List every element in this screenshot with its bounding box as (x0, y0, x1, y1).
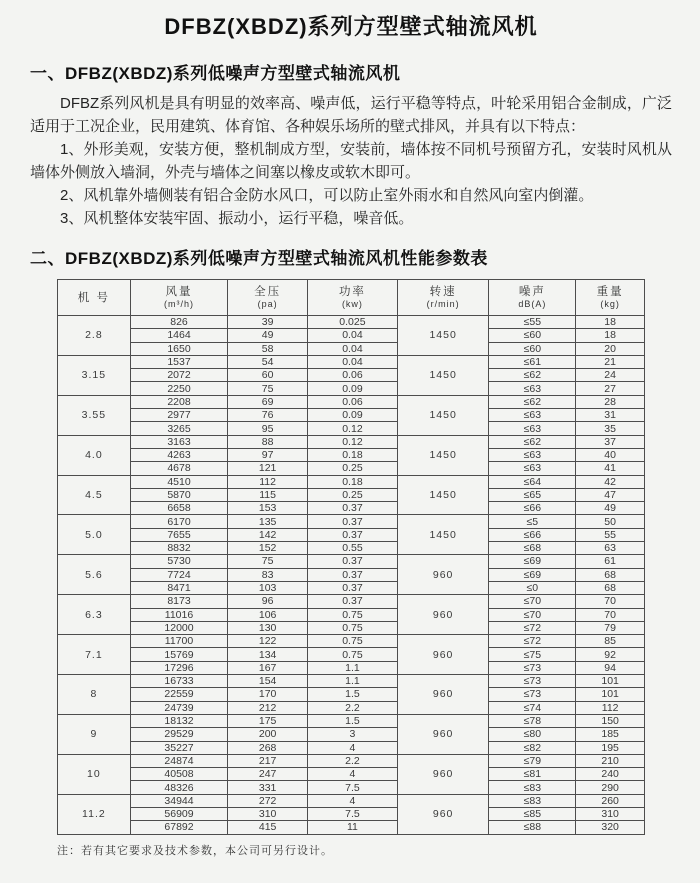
weight-cell: 195 (576, 741, 645, 754)
section2-heading: 二、DFBZ(XBDZ)系列低噪声方型壁式轴流风机性能参数表 (30, 249, 488, 268)
model-cell: 5.6 (58, 555, 131, 595)
speed-cell: 1450 (397, 435, 489, 475)
power-cell: 0.55 (308, 542, 398, 555)
speed-cell: 960 (397, 555, 489, 595)
feature-point-1: 1、外形美观，安装方便，整机制成方型，安装前，墙体按不同机号预留方孔，安装时风机从墙体外侧放入墙洞，外壳与墙体之间塞以橡皮或软木即可。 (30, 141, 672, 181)
weight-cell: 47 (576, 488, 645, 501)
intro-paragraph: DFBZ系列风机是具有明显的效率高、噪声低，运行平稳等特点，叶轮采用铝合金制成，广泛适用于工况企业，民用建筑、体育馆、各种娱乐场所的壁式排风，并具有以下特点： (30, 95, 672, 135)
power-cell: 0.12 (308, 435, 398, 448)
column-header-4: 转速 (r/min) (397, 280, 489, 316)
model-cell: 4.0 (58, 435, 131, 475)
pressure-cell: 75 (228, 555, 308, 568)
weight-cell: 28 (576, 395, 645, 408)
power-cell: 0.18 (308, 448, 398, 461)
table-row (58, 422, 645, 435)
noise-cell: ≤60 (489, 329, 576, 342)
weight-cell: 185 (576, 728, 645, 741)
weight-cell: 68 (576, 581, 645, 594)
table-row (58, 409, 645, 422)
flow-cell: 11700 (130, 635, 227, 648)
model-cell: 2.8 (58, 316, 131, 356)
noise-cell: ≤63 (489, 382, 576, 395)
speed-cell: 1450 (397, 316, 489, 356)
power-cell: 7.5 (308, 781, 398, 794)
noise-cell: ≤62 (489, 435, 576, 448)
flow-cell: 6170 (130, 515, 227, 528)
weight-cell: 68 (576, 568, 645, 581)
noise-cell: ≤62 (489, 369, 576, 382)
power-cell: 0.75 (308, 621, 398, 634)
noise-cell: ≤63 (489, 462, 576, 475)
pressure-cell: 415 (228, 821, 308, 834)
pressure-cell: 247 (228, 768, 308, 781)
pressure-cell: 217 (228, 754, 308, 767)
weight-cell: 63 (576, 542, 645, 555)
column-header-6: 重量 (kg) (576, 280, 645, 316)
flow-cell: 34944 (130, 794, 227, 807)
flow-cell: 7724 (130, 568, 227, 581)
weight-cell: 41 (576, 462, 645, 475)
pressure-cell: 268 (228, 741, 308, 754)
pressure-cell: 115 (228, 488, 308, 501)
model-cell: 6.3 (58, 595, 131, 635)
table-header (58, 280, 645, 316)
pressure-cell: 96 (228, 595, 308, 608)
model-cell: 3.15 (58, 355, 131, 395)
weight-cell: 320 (576, 821, 645, 834)
power-cell: 0.37 (308, 502, 398, 515)
power-cell: 0.37 (308, 595, 398, 608)
weight-cell: 70 (576, 595, 645, 608)
flow-cell: 3163 (130, 435, 227, 448)
flow-cell: 4678 (130, 462, 227, 475)
flow-cell: 8173 (130, 595, 227, 608)
speed-cell: 960 (397, 595, 489, 635)
table-row (58, 714, 645, 727)
flow-cell: 35227 (130, 741, 227, 754)
table-row (58, 395, 645, 408)
power-cell: 0.75 (308, 608, 398, 621)
flow-cell: 29529 (130, 728, 227, 741)
noise-cell: ≤70 (489, 608, 576, 621)
noise-cell: ≤74 (489, 701, 576, 714)
column-header-0: 机 号 (58, 280, 131, 316)
model-cell: 8 (58, 675, 131, 715)
table-row (58, 542, 645, 555)
weight-cell: 112 (576, 701, 645, 714)
table-row (58, 555, 645, 568)
table-row (58, 329, 645, 342)
feature-point-2: 2、风机靠外墙侧装有铝合金防水风口，可以防止室外雨水和自然风向室内倒灌。 (60, 187, 594, 204)
weight-cell: 310 (576, 807, 645, 820)
noise-cell: ≤82 (489, 741, 576, 754)
pressure-cell: 49 (228, 329, 308, 342)
table-row (58, 648, 645, 661)
noise-cell: ≤88 (489, 821, 576, 834)
table-row (58, 342, 645, 355)
section1-heading: 一、DFBZ(XBDZ)系列低噪声方型壁式轴流风机 (30, 64, 401, 83)
pressure-cell: 135 (228, 515, 308, 528)
noise-cell: ≤72 (489, 635, 576, 648)
table-row (58, 502, 645, 515)
pressure-cell: 170 (228, 688, 308, 701)
feature-point-3: 3、风机整体安装牢固、振动小，运行平稳，噪音低。 (60, 210, 414, 227)
flow-cell: 5870 (130, 488, 227, 501)
table-row (58, 675, 645, 688)
noise-cell: ≤65 (489, 488, 576, 501)
speed-cell: 960 (397, 635, 489, 675)
pressure-cell: 106 (228, 608, 308, 621)
noise-cell: ≤73 (489, 675, 576, 688)
pressure-cell: 122 (228, 635, 308, 648)
page-title: DFBZ(XBDZ)系列方型壁式轴流风机 (164, 14, 538, 39)
table-row (58, 316, 645, 329)
weight-cell: 49 (576, 502, 645, 515)
table-row (58, 661, 645, 674)
flow-cell: 3265 (130, 422, 227, 435)
speed-cell: 1450 (397, 355, 489, 395)
power-cell: 0.37 (308, 568, 398, 581)
power-cell: 0.09 (308, 382, 398, 395)
power-cell: 0.75 (308, 648, 398, 661)
pressure-cell: 200 (228, 728, 308, 741)
pressure-cell: 58 (228, 342, 308, 355)
speed-cell: 1450 (397, 515, 489, 555)
flow-cell: 4263 (130, 448, 227, 461)
flow-cell: 8471 (130, 581, 227, 594)
flow-cell: 40508 (130, 768, 227, 781)
table-row (58, 475, 645, 488)
weight-cell: 24 (576, 369, 645, 382)
noise-cell: ≤73 (489, 688, 576, 701)
speed-cell: 960 (397, 714, 489, 754)
table-row (58, 754, 645, 767)
power-cell: 0.06 (308, 395, 398, 408)
noise-cell: ≤55 (489, 316, 576, 329)
noise-cell: ≤79 (489, 754, 576, 767)
weight-cell: 42 (576, 475, 645, 488)
pressure-cell: 154 (228, 675, 308, 688)
flow-cell: 2977 (130, 409, 227, 422)
pressure-cell: 272 (228, 794, 308, 807)
pressure-cell: 39 (228, 316, 308, 329)
table-row (58, 821, 645, 834)
pressure-cell: 95 (228, 422, 308, 435)
power-cell: 4 (308, 741, 398, 754)
speed-cell: 1450 (397, 475, 489, 515)
noise-cell: ≤78 (489, 714, 576, 727)
pressure-cell: 331 (228, 781, 308, 794)
pressure-cell: 152 (228, 542, 308, 555)
flow-cell: 17296 (130, 661, 227, 674)
table-row (58, 435, 645, 448)
noise-cell: ≤66 (489, 502, 576, 515)
flow-cell: 1650 (130, 342, 227, 355)
flow-cell: 2208 (130, 395, 227, 408)
noise-cell: ≤68 (489, 542, 576, 555)
pressure-cell: 212 (228, 701, 308, 714)
noise-cell: ≤80 (489, 728, 576, 741)
power-cell: 7.5 (308, 807, 398, 820)
weight-cell: 18 (576, 329, 645, 342)
table-row (58, 781, 645, 794)
flow-cell: 12000 (130, 621, 227, 634)
pressure-cell: 153 (228, 502, 308, 515)
weight-cell: 92 (576, 648, 645, 661)
pressure-cell: 76 (228, 409, 308, 422)
pressure-cell: 88 (228, 435, 308, 448)
table-row (58, 448, 645, 461)
table-row (58, 568, 645, 581)
table-row (58, 462, 645, 475)
noise-cell: ≤85 (489, 807, 576, 820)
flow-cell: 22559 (130, 688, 227, 701)
noise-cell: ≤81 (489, 768, 576, 781)
pressure-cell: 134 (228, 648, 308, 661)
power-cell: 4 (308, 794, 398, 807)
weight-cell: 20 (576, 342, 645, 355)
power-cell: 2.2 (308, 754, 398, 767)
noise-cell: ≤63 (489, 422, 576, 435)
power-cell: 3 (308, 728, 398, 741)
table-row (58, 528, 645, 541)
flow-cell: 1537 (130, 355, 227, 368)
power-cell: 11 (308, 821, 398, 834)
weight-cell: 101 (576, 688, 645, 701)
speed-cell: 960 (397, 675, 489, 715)
pressure-cell: 54 (228, 355, 308, 368)
flow-cell: 2072 (130, 369, 227, 382)
column-header-3: 功率 (kw) (308, 280, 398, 316)
pressure-cell: 142 (228, 528, 308, 541)
flow-cell: 67892 (130, 821, 227, 834)
pressure-cell: 175 (228, 714, 308, 727)
pressure-cell: 83 (228, 568, 308, 581)
flow-cell: 16733 (130, 675, 227, 688)
noise-cell: ≤63 (489, 409, 576, 422)
power-cell: 0.37 (308, 528, 398, 541)
weight-cell: 21 (576, 355, 645, 368)
table-body (58, 316, 645, 835)
flow-cell: 5730 (130, 555, 227, 568)
weight-cell: 18 (576, 316, 645, 329)
power-cell: 0.12 (308, 422, 398, 435)
weight-cell: 27 (576, 382, 645, 395)
pressure-cell: 103 (228, 581, 308, 594)
power-cell: 0.37 (308, 581, 398, 594)
flow-cell: 56909 (130, 807, 227, 820)
power-cell: 0.025 (308, 316, 398, 329)
noise-cell: ≤75 (489, 648, 576, 661)
flow-cell: 48326 (130, 781, 227, 794)
power-cell: 1.5 (308, 714, 398, 727)
flow-cell: 6658 (130, 502, 227, 515)
pressure-cell: 130 (228, 621, 308, 634)
flow-cell: 2250 (130, 382, 227, 395)
weight-cell: 31 (576, 409, 645, 422)
pressure-cell: 75 (228, 382, 308, 395)
table-row (58, 621, 645, 634)
table-row (58, 794, 645, 807)
model-cell: 4.5 (58, 475, 131, 515)
noise-cell: ≤61 (489, 355, 576, 368)
weight-cell: 290 (576, 781, 645, 794)
table-row (58, 488, 645, 501)
noise-cell: ≤62 (489, 395, 576, 408)
speed-cell: 960 (397, 754, 489, 794)
table-row (58, 515, 645, 528)
table-row (58, 382, 645, 395)
noise-cell: ≤73 (489, 661, 576, 674)
weight-cell: 61 (576, 555, 645, 568)
table-row (58, 369, 645, 382)
noise-cell: ≤64 (489, 475, 576, 488)
power-cell: 0.04 (308, 329, 398, 342)
model-cell: 3.55 (58, 395, 131, 435)
power-cell: 0.75 (308, 635, 398, 648)
noise-cell: ≤72 (489, 621, 576, 634)
column-header-5: 噪声 dB(A) (489, 280, 576, 316)
power-cell: 0.04 (308, 342, 398, 355)
weight-cell: 35 (576, 422, 645, 435)
weight-cell: 50 (576, 515, 645, 528)
table-row (58, 807, 645, 820)
table-row (58, 595, 645, 608)
pressure-cell: 60 (228, 369, 308, 382)
power-cell: 0.37 (308, 515, 398, 528)
flow-cell: 24739 (130, 701, 227, 714)
model-cell: 7.1 (58, 635, 131, 675)
noise-cell: ≤5 (489, 515, 576, 528)
flow-cell: 7655 (130, 528, 227, 541)
power-cell: 2.2 (308, 701, 398, 714)
power-cell: 0.09 (308, 409, 398, 422)
flow-cell: 18132 (130, 714, 227, 727)
noise-cell: ≤83 (489, 794, 576, 807)
weight-cell: 101 (576, 675, 645, 688)
power-cell: 4 (308, 768, 398, 781)
performance-table (57, 279, 645, 835)
table-row (58, 768, 645, 781)
pressure-cell: 69 (228, 395, 308, 408)
weight-cell: 260 (576, 794, 645, 807)
weight-cell: 150 (576, 714, 645, 727)
weight-cell: 79 (576, 621, 645, 634)
power-cell: 1.1 (308, 675, 398, 688)
flow-cell: 1464 (130, 329, 227, 342)
model-cell: 11.2 (58, 794, 131, 834)
flow-cell: 15769 (130, 648, 227, 661)
weight-cell: 70 (576, 608, 645, 621)
flow-cell: 11016 (130, 608, 227, 621)
noise-cell: ≤63 (489, 448, 576, 461)
pressure-cell: 112 (228, 475, 308, 488)
weight-cell: 37 (576, 435, 645, 448)
power-cell: 0.04 (308, 355, 398, 368)
table-row (58, 581, 645, 594)
power-cell: 0.18 (308, 475, 398, 488)
flow-cell: 826 (130, 316, 227, 329)
power-cell: 1.5 (308, 688, 398, 701)
model-cell: 5.0 (58, 515, 131, 555)
noise-cell: ≤0 (489, 581, 576, 594)
pressure-cell: 97 (228, 448, 308, 461)
model-cell: 10 (58, 754, 131, 794)
table-row (58, 608, 645, 621)
power-cell: 0.25 (308, 462, 398, 475)
weight-cell: 94 (576, 661, 645, 674)
noise-cell: ≤83 (489, 781, 576, 794)
table-row (58, 728, 645, 741)
speed-cell: 1450 (397, 395, 489, 435)
pressure-cell: 310 (228, 807, 308, 820)
weight-cell: 85 (576, 635, 645, 648)
weight-cell: 240 (576, 768, 645, 781)
power-cell: 1.1 (308, 661, 398, 674)
speed-cell: 960 (397, 794, 489, 834)
table-row (58, 701, 645, 714)
power-cell: 0.06 (308, 369, 398, 382)
table-header-row (58, 280, 645, 316)
noise-cell: ≤69 (489, 555, 576, 568)
flow-cell: 8832 (130, 542, 227, 555)
noise-cell: ≤60 (489, 342, 576, 355)
power-cell: 0.37 (308, 555, 398, 568)
weight-cell: 210 (576, 754, 645, 767)
note-text: 注：若有其它要求及技术参数，本公司可另行设计。 (57, 844, 333, 857)
column-header-2: 全压 (pa) (228, 280, 308, 316)
model-cell: 9 (58, 714, 131, 754)
table-row (58, 688, 645, 701)
noise-cell: ≤69 (489, 568, 576, 581)
flow-cell: 24874 (130, 754, 227, 767)
table-row (58, 355, 645, 368)
pressure-cell: 167 (228, 661, 308, 674)
flow-cell: 4510 (130, 475, 227, 488)
noise-cell: ≤66 (489, 528, 576, 541)
table-row (58, 635, 645, 648)
pressure-cell: 121 (228, 462, 308, 475)
weight-cell: 55 (576, 528, 645, 541)
column-header-1: 风量 (m³/h) (130, 280, 227, 316)
table-row (58, 741, 645, 754)
weight-cell: 40 (576, 448, 645, 461)
power-cell: 0.25 (308, 488, 398, 501)
noise-cell: ≤70 (489, 595, 576, 608)
